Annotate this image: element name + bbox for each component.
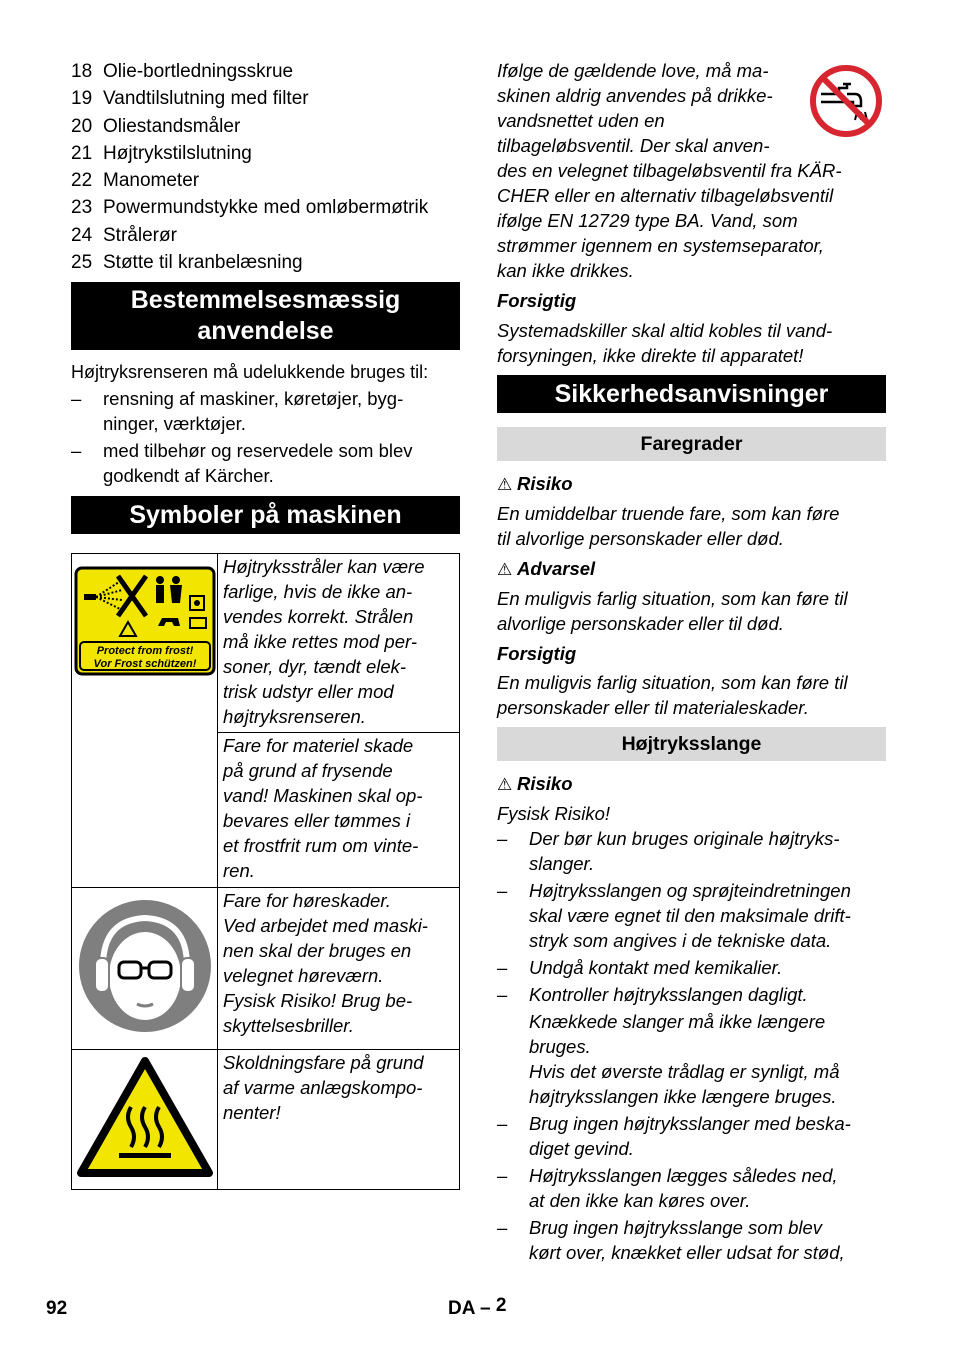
hose-intro: Fysisk Risiko! — [497, 803, 611, 824]
pressure-jet-warning-icon — [74, 566, 216, 676]
list-item: – Undgå kontakt med kemikalier. — [497, 957, 783, 978]
list-item: 19 Vandtilslutning med filter — [71, 88, 309, 110]
caution-label: Forsigtig — [497, 290, 577, 311]
hot-surface-warning-icon — [75, 1055, 215, 1179]
backflow-caution-text: Systemadskiller skal altid kobles til vand- forsyningen, ikke direkte til apparatet! — [497, 320, 833, 366]
hose-heading: Højtryksslange — [497, 727, 886, 761]
backflow-text: Ifølge de gældende love, må ma- skinen aldrig anvendes på drikke- vandsnettet uden en tilbageløbsventil. Der skal anven- des en velegnet tilbageløbsventil fra KÄR- CHER eller en alternativ tilbageløbsventil ifølge EN 12729 type BA. Vand, som strømmer igennem en systemseparator, kan ikke drikkes. — [497, 60, 842, 281]
caution-label: Forsigtig — [497, 643, 577, 664]
list-item: 23 Powermundstykke med omløbermøtrik — [71, 197, 429, 219]
list-item: – Højtryksslangen og sprøjteindretningen skal være egnet til den maksimale drift- stryk som angives i de tekniske data. — [497, 880, 851, 951]
warning-label: ⚠ Advarsel — [497, 556, 886, 582]
warning-triangle-icon: ⚠ — [497, 475, 513, 494]
list-item: – med tilbehør og reservedele som blev godkendt af Kärcher. — [71, 440, 413, 487]
list-item: – Der bør kun bruges originale højtryks- slanger. — [497, 828, 840, 874]
list-item: 20 Oliestandsmåler — [71, 115, 241, 137]
warning-text: En muligvis farlig situation, som kan føre til alvorlige personskader eller til død. — [497, 588, 848, 634]
parts-list — [71, 58, 460, 276]
symbol-description: Fare for materiel skade på grund af frysende vand! Maskinen skal op- bevares eller tømmes i et frostfrit rum om vinte- ren. — [218, 733, 460, 888]
table-row — [72, 888, 460, 1050]
warning-triangle-icon: ⚠ — [497, 560, 513, 579]
right-column — [497, 58, 886, 1265]
pressure-warning-label-cell — [72, 554, 218, 888]
symbol-description: Højtryksstråler kan være farlige, hvis de ikke an- vendes korrekt. Strålen må ikke rettes mod per- soner, dyr, tændt elek- trisk udstyr eller mod højtryksrenseren. — [218, 554, 460, 733]
page-number: 92 — [46, 1298, 68, 1319]
caution-text: En muligvis farlig situation, som kan føre til personskader eller til materialeskader. — [497, 672, 848, 718]
frost-label-en: Protect from frost! — [96, 645, 193, 657]
left-column — [71, 58, 460, 534]
intended-use-heading: Bestemmelsesmæssig anvendelse — [71, 282, 460, 350]
list-item: – Kontroller højtryksslangen dagligt. Knækkede slanger må ikke længere bruges. Hvis det øverste trådlag er synligt, må højtryksslangen ikke længere bruges. — [497, 984, 840, 1107]
list-item: 18 Olie-bortledningsskrue — [71, 61, 294, 82]
hearing-protection-icon — [75, 896, 215, 1036]
intended-use-list — [71, 386, 460, 488]
list-item: 22 Manometer — [71, 170, 200, 192]
list-item: – Brug ingen højtryksslange som blev kørt over, knækket eller udsat for stød, — [497, 1217, 845, 1263]
hose-risk-label: ⚠ Risiko — [497, 771, 886, 797]
table-row — [72, 1050, 460, 1190]
hose-rules-list — [497, 826, 886, 1265]
frost-label-de: Vor Frost schützen! — [93, 658, 196, 670]
risk-label: ⚠ Risiko — [497, 471, 886, 497]
intended-use-intro: Højtryksrenseren må udelukkende bruges til: — [71, 362, 429, 383]
list-item: – rensning af maskiner, køretøjer, byg- ninger, værktøjer. — [71, 388, 404, 435]
symbol-description: Fare for høreskader. Ved arbejdet med maski- nen skal der bruges en velegnet høreværn. Fysisk Risiko! Brug be- skyttelsesbriller. — [218, 888, 460, 1050]
list-item: 21 Højtrykstilslutning — [71, 142, 252, 164]
warning-triangle-icon: ⚠ — [497, 775, 513, 794]
risk-text: En umiddelbar truende fare, som kan føre til alvorlige personskader eller død. — [497, 503, 840, 549]
symbols-table — [71, 553, 460, 1190]
symbols-heading: Symboler på maskinen — [71, 496, 460, 534]
page-footer-label: DA – 2 — [448, 1295, 507, 1319]
no-drinking-water-icon — [809, 64, 883, 138]
list-item: 24 Strålerør — [71, 224, 177, 246]
hearing-protection-cell — [72, 888, 218, 1050]
symbol-description: Skoldningsfare på grund af varme anlægskompo- nenter! — [218, 1050, 460, 1190]
hot-surface-cell — [72, 1050, 218, 1190]
list-item: 25 Støtte til kranbelæsning — [71, 252, 303, 274]
table-row — [72, 554, 460, 733]
list-item: – Højtryksslangen lægges således ned, at den ikke kan køres over. — [497, 1165, 838, 1211]
safety-heading: Sikkerhedsanvisninger — [497, 375, 886, 413]
hazard-levels-heading: Faregrader — [497, 427, 886, 461]
list-item: – Brug ingen højtryksslanger med beska- diget gevind. — [497, 1113, 851, 1159]
